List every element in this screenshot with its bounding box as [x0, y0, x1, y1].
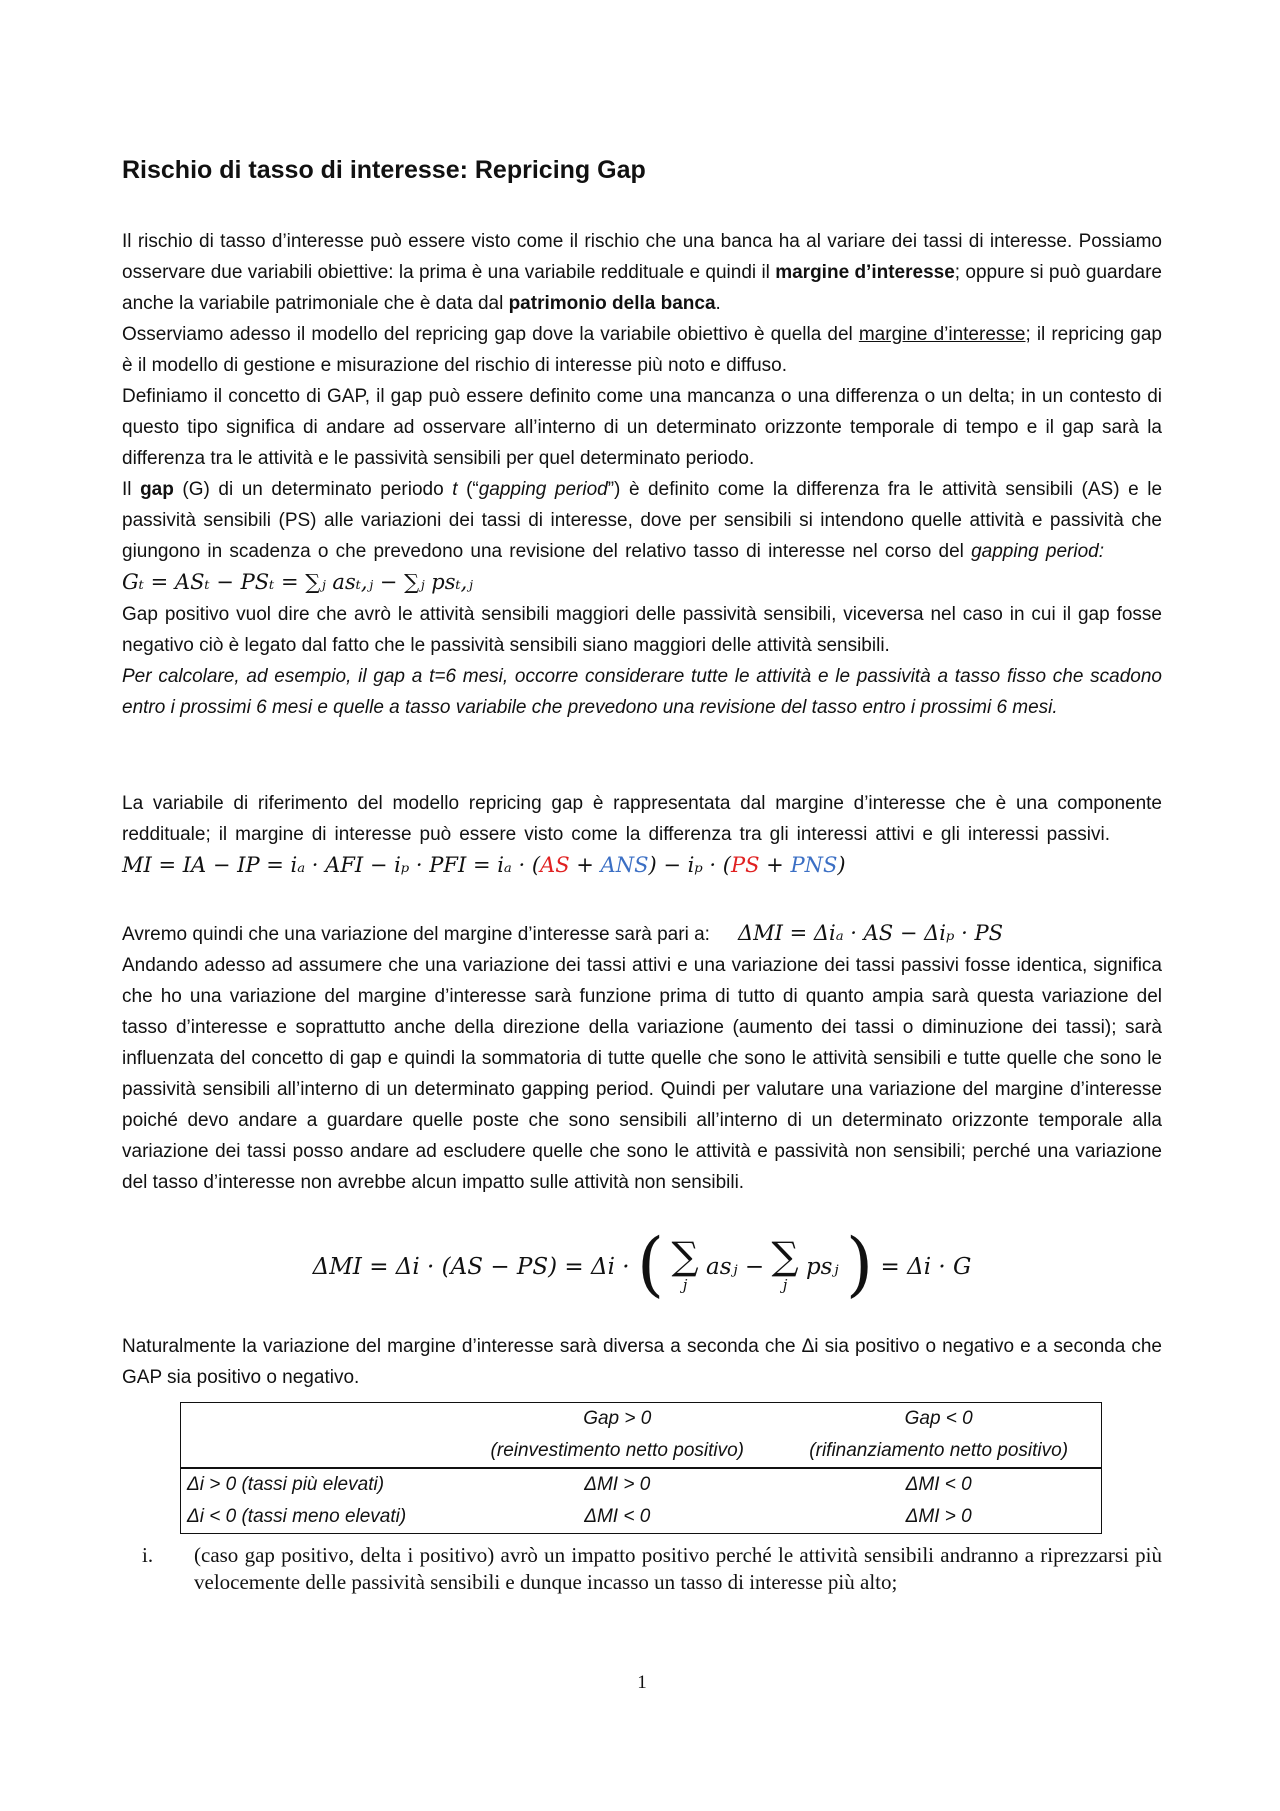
- italic-term: gapping period:: [971, 541, 1104, 562]
- table-header-row: [181, 1435, 1102, 1468]
- variation-section: [122, 918, 1162, 1198]
- formula-as: AS: [540, 853, 570, 877]
- formula-pns: PNS: [790, 853, 838, 877]
- sum-ps: [771, 1234, 799, 1296]
- paragraph-margin: [122, 788, 1162, 882]
- bold-term: patrimonio della banca: [508, 293, 716, 314]
- sum-index: j: [682, 1276, 688, 1294]
- paragraph-variation: [122, 918, 1162, 950]
- formula-part: ) − iₚ · (: [648, 853, 731, 877]
- text-run: Osserviamo adesso il modello del repricing gap dove la variabile obiettivo è quella del: [122, 324, 859, 345]
- gap-table: [180, 1402, 1102, 1534]
- formula-part: +: [759, 853, 791, 877]
- formula-part: ): [837, 853, 846, 877]
- text-run: (“: [457, 479, 479, 500]
- table-header-cell: Gap < 0: [904, 1408, 973, 1429]
- table-cell: Δi > 0 (tassi più elevati): [187, 1474, 385, 1495]
- paragraph-gap-formal: [122, 474, 1162, 599]
- paragraph-example: Per calcolare, ad esempio, il gap a t=6 mesi, occorre considerare tutte le attività e le passività a tasso fisso che scadono entro i prossimi 6 mesi e quelle a tasso variabile che prevedono una revisione del tasso entro i prossimi 6 mesi.: [122, 666, 1162, 718]
- equation-minus: −: [744, 1254, 765, 1280]
- margin-section: [122, 788, 1162, 882]
- table-header-cell: (reinvestimento netto positivo): [458, 1435, 776, 1468]
- margin-formula: [122, 853, 846, 877]
- sum-index: j: [782, 1276, 788, 1294]
- right-paren: ): [845, 1223, 874, 1305]
- paragraph-assumption: Andando adesso ad assumere che una variazione dei tassi attivi e una variazione dei tassi passivi fosse identica, significa che ho una variazione del margine d’interesse sarà funzione prima di tutto di quanto ampia sarà questa variazione del tasso d’interesse e soprattutto anche della direzione della variazione (aumento dei tassi o diminuzione dei tassi); sarà influenzata del concetto di gap e quindi la sommatoria di tutte quelle che sono le attività sensibili e tutte quelle che sono le passività sensibili all’interno di un determinato gapping period. Quindi per valutare una variazione del margine d’interesse poiché devo andare a guardare quelle poste che sono sensibili all’interno di un determinato orizzonte temporale alla variazione dei tassi posso andare ad escludere quelle che sono le attività e passività non sensibili; perché una variazione del tasso d’interesse non avrebbe alcun impatto sulle attività non sensibili.: [122, 955, 1162, 1193]
- sigma-symbol: ∑: [771, 1234, 799, 1278]
- text-run: ; il repricing gap è il modello di gestione e misurazione del rischio di interesse più noto e diffuso.: [122, 324, 1162, 376]
- table-cell: ΔMI < 0: [905, 1474, 972, 1495]
- sum-as: [671, 1234, 699, 1296]
- text-run: Avremo quindi che una variazione del margine d’interesse sarà pari a:: [122, 924, 710, 945]
- equation-left: ΔMI = Δi · (AS − PS) = Δi ·: [312, 1254, 630, 1280]
- bold-term: gap: [140, 479, 174, 500]
- paragraph-conclusion: Naturalmente la variazione del margine d’interesse sarà diversa a seconda che Δi sia positivo o negativo e a seconda che GAP sia positivo o negativo.: [122, 1336, 1162, 1388]
- paragraph-gap-positive: Gap positivo vuol dire che avrò le attività sensibili maggiori delle passività sensibili, viceversa nel caso in cui il gap fosse negativo ciò è legato dal fatto che le passività sensibili siano maggiori delle attività sensibili.: [122, 604, 1162, 656]
- intro-section: [122, 226, 1162, 723]
- italic-term: t: [452, 479, 458, 500]
- table-cell: ΔMI < 0: [584, 1506, 651, 1527]
- list-item: [142, 1542, 1162, 1596]
- underlined-term: margine d’interesse: [858, 324, 1026, 345]
- table-row: [181, 1501, 1102, 1534]
- paragraph-gap-definition: Definiamo il concetto di GAP, il gap può essere definito come una mancanza o una differenza o un delta; in un contesto di questo tipo significa di andare ad osservare all’interno di un determinato orizzonte temporale di tempo e il gap sarà la differenza tra le attività e le passività sensibili per quel determinato periodo.: [122, 386, 1162, 469]
- delta-mi-formula: ΔMI = Δiₐ · AS − Δiₚ · PS: [737, 921, 1003, 945]
- bold-term: margine d’interesse: [775, 262, 955, 283]
- delta-mi-equation: [122, 1223, 1162, 1305]
- list-item-text: (caso gap positivo, delta i positivo) avrò un impatto positivo perché le attività sensibili andranno a riprezzarsi più velocemente delle passività sensibili e dunque incasso un tasso di interesse più alto;: [194, 1543, 1162, 1594]
- formula-part: +: [569, 853, 601, 877]
- page-number: 1: [637, 1672, 647, 1693]
- formula-ans: ANS: [600, 853, 649, 877]
- conclusion-section: [122, 1331, 1162, 1393]
- table-header-cell: Gap > 0: [583, 1408, 652, 1429]
- text-run: Il rischio di tasso d’interesse può essere visto come il rischio che una banca ha al variare dei tassi di interesse. Possiamo osservare due variabili obiettive: la prima è una variabile reddituale e quindi il: [122, 231, 1162, 283]
- table-cell: [181, 1435, 459, 1468]
- sigma-symbol: ∑: [671, 1234, 699, 1278]
- text-run: ”) è definito come la differenza fra le attività sensibili (AS) e le passività sensibili (PS) alle variazioni dei tassi di interesse, dove per sensibili si intendono quelle attività e passività che giungono in scadenza o che prevedono una revisione del relativo tasso di interesse nel corso del: [122, 479, 1163, 562]
- list-marker: i.: [142, 1543, 154, 1567]
- table-cell: ΔMI > 0: [584, 1474, 651, 1495]
- left-paren: (: [636, 1223, 665, 1305]
- table-cell: Δi < 0 (tassi meno elevati): [187, 1506, 407, 1527]
- equation-ps-term: psⱼ: [805, 1254, 839, 1280]
- text-run: La variabile di riferimento del modello repricing gap è rappresentata dal margine d’interesse che è una componente reddituale; il margine di interesse può essere visto come la differenza tra gli interessi attivi e gli interessi passivi.: [122, 793, 1162, 845]
- table-header-row: [181, 1403, 1102, 1436]
- gap-formula: Gₜ = ASₜ − PSₜ = ∑ⱼ asₜ,ⱼ − ∑ⱼ psₜ,ⱼ: [122, 570, 473, 594]
- text-run: .: [715, 293, 721, 314]
- formula-part: MI = IA − IP = iₐ · AFI − iₚ · PFI = iₐ · (: [122, 853, 541, 877]
- text-run: (G) di un determinato periodo: [173, 479, 453, 500]
- paragraph-intro: [122, 226, 1162, 319]
- text-run: Il: [122, 479, 141, 500]
- formula-ps: PS: [730, 853, 760, 877]
- table-cell: [181, 1403, 459, 1436]
- equation-as-term: asⱼ: [706, 1254, 738, 1280]
- table-row: [181, 1468, 1102, 1501]
- paragraph-repricing: [122, 319, 1162, 381]
- page-title: Rischio di tasso di interesse: Repricing Gap: [122, 156, 646, 184]
- equation-right: = Δi · G: [880, 1254, 972, 1280]
- italic-term: gapping period: [478, 479, 608, 500]
- table-cell: ΔMI > 0: [905, 1506, 972, 1527]
- text-run: ; oppure si può guardare anche la variabile patrimoniale che è data dal: [122, 262, 1162, 314]
- table-header-cell: (rifinanziamento netto positivo): [776, 1435, 1101, 1468]
